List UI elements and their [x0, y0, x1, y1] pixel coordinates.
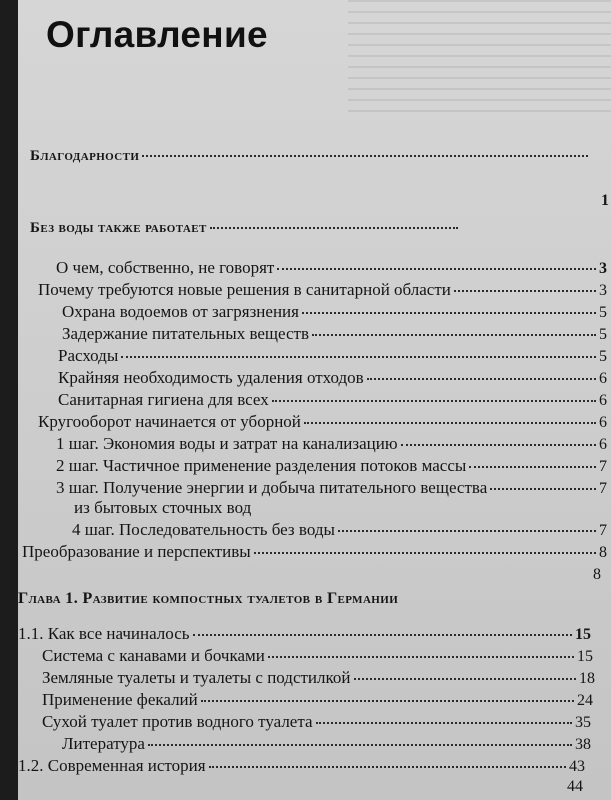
toc-entry[interactable] [62, 734, 591, 754]
toc-entry-label: 2 шаг. Частичное применение разделения потоков массы [56, 456, 467, 475]
toc-entry-continuation: из бытовых сточных вод [74, 498, 252, 517]
toc-page-number: 6 [599, 414, 607, 431]
toc-page-number: 6 [599, 392, 607, 409]
toc-entry[interactable] [42, 646, 593, 666]
toc-page-number: 24 [577, 692, 593, 709]
toc-entry[interactable] [58, 390, 607, 410]
toc-entry-label: Сухой туалет против водного туалета [42, 712, 313, 731]
toc-entry-label: Кругооборот начинается от уборной [38, 412, 301, 431]
toc-entry[interactable] [62, 324, 607, 344]
toc-entry[interactable] [58, 368, 607, 388]
toc-entry-label: 1.2. Современная история [18, 756, 206, 775]
toc-page-number: 15 [575, 626, 591, 643]
toc-entry[interactable] [58, 346, 607, 366]
toc-page-number: 38 [575, 736, 591, 753]
toc-entry[interactable] [62, 302, 607, 322]
toc-entry-label: 4 шаг. Последовательность без воды [72, 520, 335, 539]
toc-page-number: 35 [575, 714, 591, 731]
table-of-contents [18, 0, 611, 800]
toc-entry[interactable] [42, 690, 593, 710]
toc-page-number: 7 [599, 458, 607, 475]
toc-page-number: 3 [599, 282, 607, 299]
dot-leader [209, 766, 566, 768]
toc-entry-acknowledgements[interactable] [30, 148, 591, 165]
toc-chapter-1[interactable] [18, 590, 461, 608]
toc-entry[interactable] [22, 542, 607, 562]
dot-leader [201, 700, 574, 702]
dot-leader [316, 722, 572, 724]
toc-entry-label: Расходы [58, 346, 119, 365]
dot-leader [354, 678, 577, 680]
toc-page-number: 3 [599, 260, 607, 277]
toc-entry[interactable] [18, 756, 585, 776]
dot-leader [193, 634, 572, 636]
toc-entry-label: Санитарная гигиена для всех [58, 390, 269, 409]
toc-page-number: 5 [599, 348, 607, 365]
dot-leader [272, 400, 596, 402]
dot-leader [121, 356, 596, 358]
dot-leader [142, 155, 588, 157]
toc-entry[interactable] [56, 258, 607, 278]
dot-leader [268, 656, 574, 658]
dot-leader [254, 552, 596, 554]
dot-leader [148, 744, 572, 746]
toc-page-number: 6 [599, 370, 607, 387]
toc-entry-label: Крайняя необходимость удаления отходов [58, 368, 364, 387]
dot-leader [312, 334, 596, 336]
toc-entry-label: Система с канавами и бочками [42, 646, 265, 665]
dot-leader [338, 530, 596, 532]
toc-entry-label: Задержание питательных веществ [62, 324, 309, 343]
dot-leader [277, 268, 596, 270]
dot-leader [454, 290, 596, 292]
toc-entry-label: Глава 1. Развитие компостных туалетов в Германии [18, 590, 399, 607]
toc-entry-label: 1.1. Как все начиналось [18, 624, 190, 643]
toc-entry-label: Литература [62, 734, 145, 753]
toc-page-number: 8 [599, 544, 607, 561]
toc-entry[interactable] [56, 456, 607, 476]
toc-entry-label: О чем, собственно, не говорят [56, 258, 275, 277]
toc-entry[interactable] [38, 412, 607, 432]
toc-entry-label: Земляные туалеты и туалеты с подстилкой [42, 668, 351, 687]
toc-entry-label: Благодарности [30, 148, 140, 164]
toc-entry-label: Охрана водоемов от загрязнения [62, 302, 299, 321]
toc-page-number: 15 [577, 648, 593, 665]
toc-page-number: 44 [567, 778, 583, 795]
toc-entry[interactable] [18, 624, 591, 644]
toc-page-number: 43 [569, 758, 585, 775]
toc-page-number: 7 [599, 522, 607, 539]
dot-leader [304, 422, 596, 424]
toc-entry-label: 3 шаг. Получение энергии и добыча питательного вещества [56, 478, 488, 497]
toc-page-number: 5 [599, 326, 607, 343]
toc-entry-label: 1 шаг. Экономия воды и затрат на канализацию [56, 434, 398, 453]
toc-page-number: 1 [601, 192, 609, 209]
toc-entry-without-water[interactable] [30, 220, 461, 237]
toc-page-number: 5 [599, 304, 607, 321]
toc-entry[interactable] [42, 668, 595, 688]
toc-entry[interactable] [38, 280, 607, 300]
book-page [18, 0, 611, 800]
dot-leader [469, 466, 596, 468]
toc-entry[interactable] [42, 712, 591, 732]
toc-page-number: 18 [579, 670, 595, 687]
dot-leader [367, 378, 596, 380]
toc-entry-label: Применение фекалий [42, 690, 198, 709]
toc-entry-label: Без воды также работает [30, 220, 207, 236]
toc-entry-label: Почему требуются новые решения в санитарной области [38, 280, 451, 299]
toc-entry[interactable] [56, 478, 607, 498]
toc-entry[interactable] [72, 520, 607, 540]
dot-leader [210, 227, 458, 229]
toc-page-number: 6 [599, 436, 607, 453]
dot-leader [490, 488, 596, 490]
toc-entry-label: Преобразование и перспективы [22, 542, 251, 561]
dot-leader [401, 444, 596, 446]
toc-entry[interactable] [56, 434, 607, 454]
toc-page-number: 8 [593, 566, 601, 583]
dot-leader [302, 312, 596, 314]
page-title: Оглавление [46, 14, 268, 55]
toc-page-number: 7 [599, 480, 607, 497]
